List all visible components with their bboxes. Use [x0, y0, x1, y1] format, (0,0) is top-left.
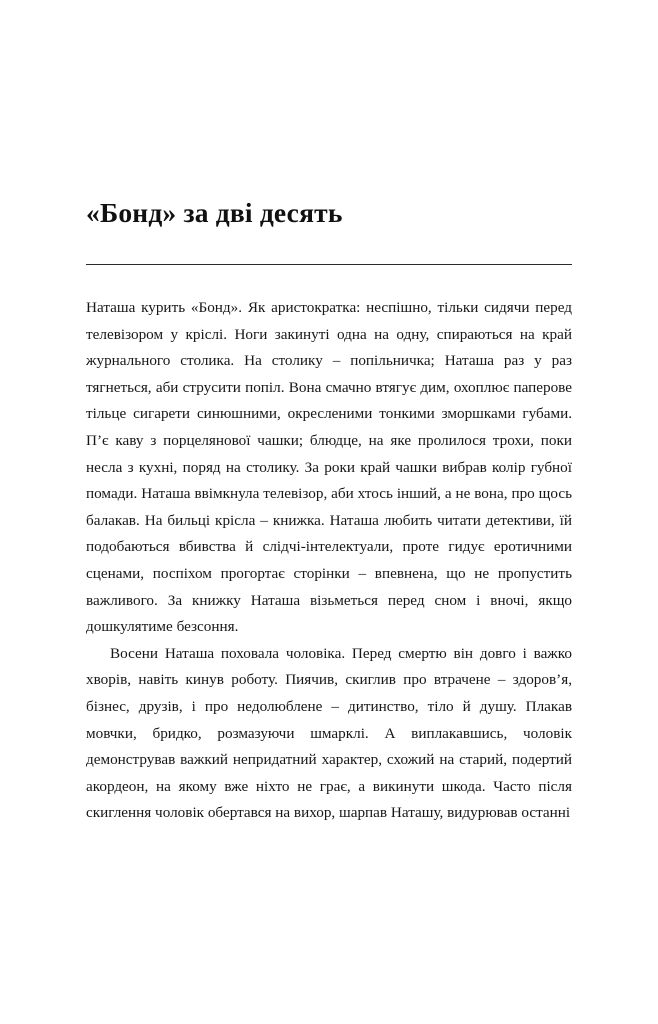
body-text — [86, 295, 572, 827]
title-divider — [86, 264, 572, 265]
page-title: «Бонд» за дві десять — [86, 197, 343, 228]
paragraph-2: Восени Наташа поховала чоловіка. Перед смертю він довго і важко хворів, навіть кинув роботу. Пиячив, скиглив про втрачене – здоров’я, бізнес, друзів, і про недолюблене – дитинство, тіло й душу. Плакав мовчки, бридко, розмазуючи шмарклі. А виплакавшись, чоловік демонстрував важкий непридатний характер, схожий на старий, подертий акордеон, на якому вже ніхто не грає, а викинути шкода. Часто після скиглення чоловік обертався на вихор, шарпав Наташу, видурював останні — [86, 644, 572, 822]
paragraph-1: Наташа курить «Бонд». Як аристократка: неспішно, тільки сидячи перед телевізором у кріслі. Ноги закинуті одна на одну, спираються на край журнального столика. На столику – попільничка; Наташа раз у раз тягнеться, аби струсити попіл. Вона смачно втягує дим, охоплює паперове тільце сигарети синюшними, окресленими тонкими зморшками губами. П’є каву з порцелянової чашки; блюдце, на яке пролилося трохи, поки несла з кухні, поряд на столику. За роки край чашки вибрав колір губної помади. Наташа ввімкнула телевізор, аби хтось інший, а не вона, про щось балакав. На бильці крісла – книжка. Наташа любить читати детективи, їй подобаються вбивства й слідчі-інтелектуали, проте гидує еротичними сценами, поспіхом прогортає сторінки – впевнена, що не пропустить важливого. За книжку Наташа візьметься перед сном і вночі, якщо дошкулятиме безсоння. — [86, 299, 572, 636]
